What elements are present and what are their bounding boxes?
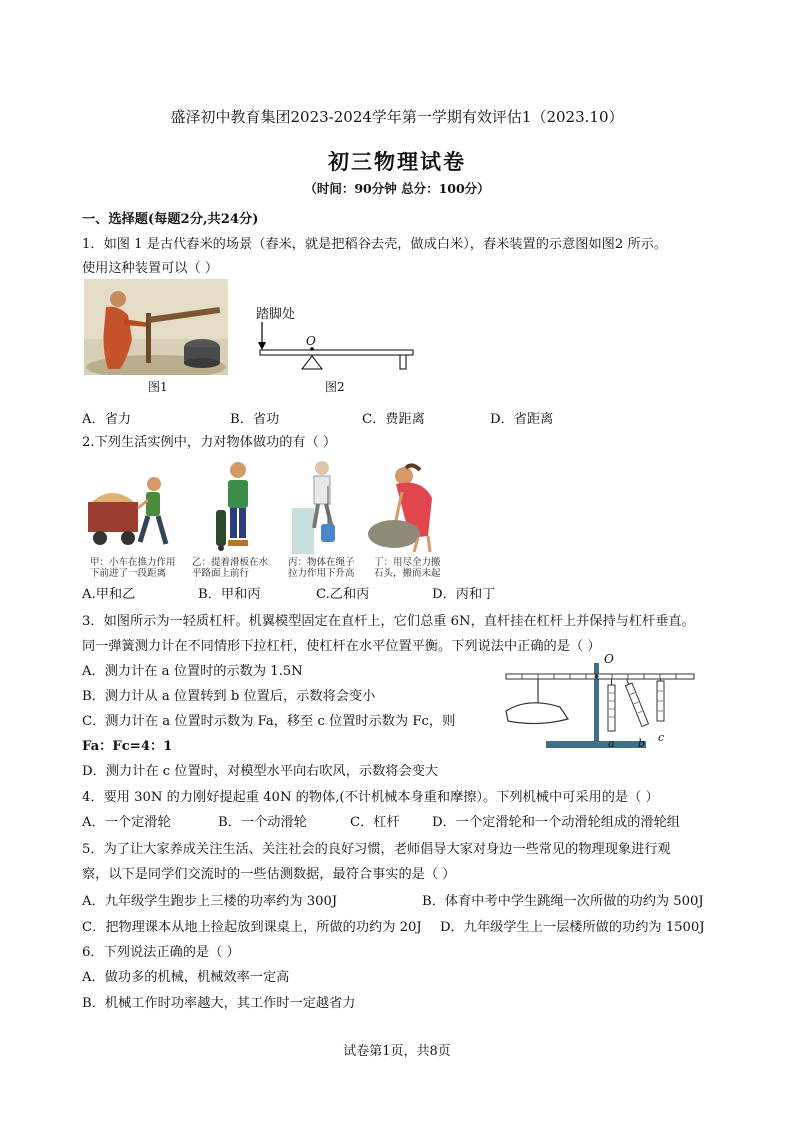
page-footer: 试卷第1页，共8页 bbox=[343, 1044, 451, 1059]
q5-option-c: C．把物理课本从地上捡起放到课桌上，所做的功约为 20J bbox=[82, 920, 422, 935]
q2-image-bing bbox=[292, 458, 348, 554]
q5-stem-line2: 察，以下是同学们交流时的一些估测数据，最符合事实的是（ ） bbox=[82, 867, 456, 882]
exam-header: 盛泽初中教育集团2023-2024学年第一学期有效评估1（2023.10） bbox=[170, 108, 624, 126]
q2-caption-bing-line1: 丙：物体在绳子 bbox=[288, 557, 355, 568]
q2-option-b: B．甲和丙 bbox=[198, 587, 261, 602]
q2-caption-bing-line2: 拉力作用下升高 bbox=[288, 568, 355, 579]
q3-stem-line2: 同一弹簧测力计在不同情形下拉杠杆，使杠杆在水平位置平衡。下列说法中正确的是（ ） bbox=[82, 639, 601, 654]
q1-option-b: B．省功 bbox=[230, 412, 280, 427]
q4-option-a: A．一个定滑轮 bbox=[82, 815, 171, 830]
q2-option-d: D．丙和丁 bbox=[432, 587, 496, 602]
q1-option-a: A．省力 bbox=[82, 412, 132, 427]
q3-lever-figure bbox=[498, 655, 703, 757]
q2-caption-ding-line1: 丁：用尽全力搬 bbox=[374, 557, 441, 568]
q5-option-a: A．九年级学生跑步上三楼的功率约为 300J bbox=[82, 894, 338, 909]
q1-figure2-label-foot: 踏脚处 bbox=[256, 307, 296, 322]
q1-stem-line2: 使用这种装置可以（ ） bbox=[82, 261, 219, 276]
exam-title: 初三物理试卷 bbox=[328, 149, 466, 174]
q3-figure-label-c: c bbox=[658, 731, 665, 744]
q5-option-b: B．体育中考中学生跳绳一次所做的功约为 500J bbox=[422, 894, 704, 909]
q3-figure-label-a: a bbox=[608, 737, 615, 750]
q1-option-d: D．省距离 bbox=[490, 412, 554, 427]
q3-option-c-line2: Fa：Fc=4：1 bbox=[82, 739, 173, 754]
exam-subtitle: （时间：90分钟 总分：100分） bbox=[304, 181, 490, 196]
q1-option-c: C．费距离 bbox=[362, 412, 425, 427]
q2-image-yi bbox=[208, 458, 264, 554]
q6-stem: 6．下列说法正确的是（ ） bbox=[82, 945, 240, 960]
q1-figure1-caption: 图1 bbox=[148, 380, 168, 394]
q1-figure1-image bbox=[84, 279, 228, 375]
q5-option-d: D．九年级学生上一层楼所做的功约为 1500J bbox=[440, 920, 705, 935]
q4-option-b: B．一个动滑轮 bbox=[218, 815, 307, 830]
q3-option-a: A．测力计在 a 位置时的示数为 1.5N bbox=[82, 664, 303, 679]
q3-option-b: B．测力计从 a 位置转到 b 位置后，示数将会变小 bbox=[82, 689, 376, 704]
q2-caption-jia-line2: 下前进了一段距离 bbox=[90, 568, 167, 579]
q4-stem: 4．要用 30N 的力刚好提起重 40N 的物体,(不计机械本身重和摩擦）。下列机械中可采用的是（ ） bbox=[82, 790, 659, 805]
section-heading: 一、选择题(每题2分,共24分) bbox=[82, 212, 259, 227]
q1-figure2-caption: 图2 bbox=[325, 380, 345, 394]
q3-option-d: D．测力计在 c 位置时，对模型水平向右吹风，示数将会变大 bbox=[82, 764, 439, 779]
q3-figure-label-o: O bbox=[604, 652, 614, 666]
q2-caption-yi-line2: 平路面上前行 bbox=[192, 568, 250, 579]
q2-caption-ding-line2: 石头，搬而未起 bbox=[374, 568, 441, 579]
q6-option-b: B．机械工作时功率越大，其工作时一定越省力 bbox=[82, 996, 356, 1011]
q5-stem-line1: 5．为了让大家养成关注生活、关注社会的良好习惯，老师倡导大家对身边一些常见的物理现象进行观 bbox=[82, 842, 671, 857]
q2-option-c: C.乙和丙 bbox=[316, 587, 370, 602]
q3-figure-label-b: b bbox=[638, 737, 646, 750]
q2-caption-jia-line1: 甲：小车在推力作用 bbox=[90, 557, 176, 568]
q2-image-ding bbox=[366, 458, 446, 554]
q4-option-d: D．一个定滑轮和一个动滑轮组成的滑轮组 bbox=[432, 815, 680, 830]
q2-option-a: A.甲和乙 bbox=[82, 587, 136, 602]
q3-option-c-line1: C．测力计在 a 位置时示数为 Fa，移至 c 位置时示数为 Fc，则 bbox=[82, 714, 456, 729]
q4-option-c: C．杠杆 bbox=[350, 815, 400, 830]
q3-stem-line1: 3．如图所示为一轻质杠杆。机翼模型固定在直杆上，它们总重 6N，直杆挂在杠杆上并保持与杠杆垂直。 bbox=[82, 614, 695, 629]
q1-figure2-pivot-label: O bbox=[306, 334, 316, 348]
q1-stem-line1: 1．如图 1 是古代舂米的场景（舂米，就是把稻谷去壳，做成白米），舂米装置的示意图如图2 所示。 bbox=[82, 237, 668, 252]
q2-image-jia bbox=[84, 462, 174, 554]
q2-stem: 2.下列生活实例中，力对物体做功的有（ ） bbox=[82, 435, 337, 450]
q6-option-a: A．做功多的机械，机械效率一定高 bbox=[82, 970, 290, 985]
q2-caption-yi-line1: 乙：提着滑板在水 bbox=[192, 557, 269, 568]
